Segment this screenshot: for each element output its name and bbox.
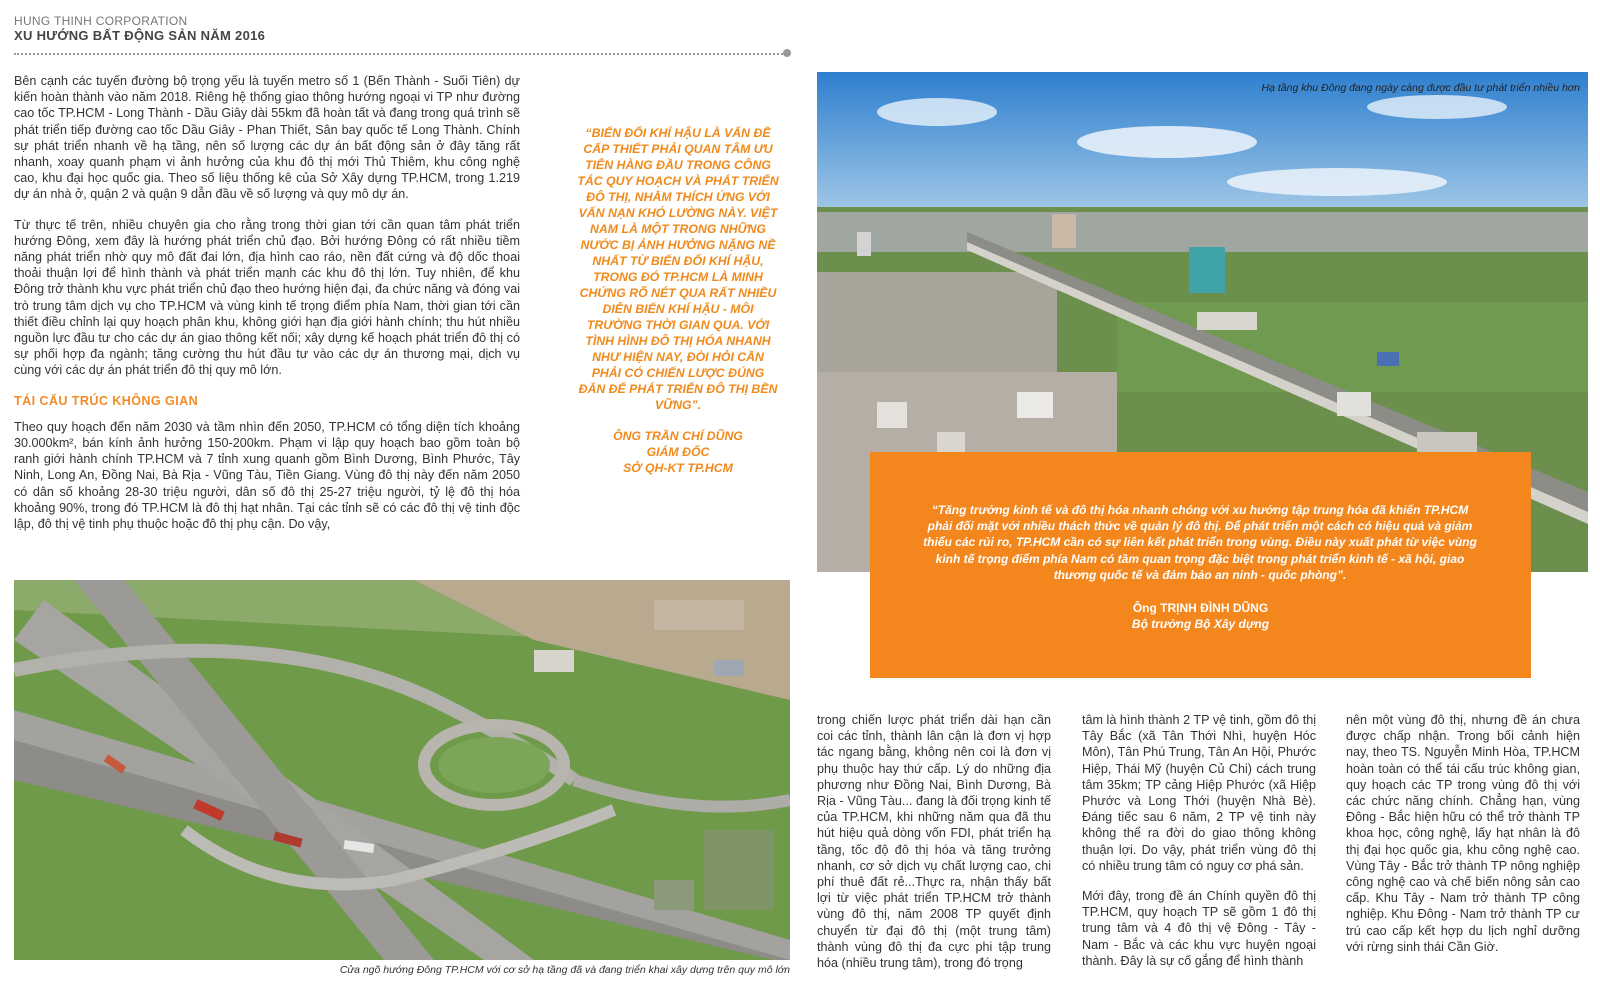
pull-quote-author-title: GIÁM ĐỐC xyxy=(646,445,710,459)
article-paragraph: Bên cạnh các tuyến đường bộ trọng yếu là tuyến metro số 1 (Bến Thành - Suối Tiên) dự kiến hoàn thành vào năm 2018. Riêng hệ thống giao thông hướng ngoại vi TP như đường cao tốc TP.HCM - Long Thành - Dầu Giây dài 55km đã hoàn tất và đang trong quá trình sẽ phát triển tiếp đường cao tốc Dầu Giây - Phan Thiết, Sân bay quốc tế Long Thành. Chính sự phát triển nhanh về hạ tầng, nên số lượng các dự án bất động sản ở đây tăng rất nhanh, xoay quanh phạm vi ảnh hưởng của khu đô thị mới Thủ Thiêm, khu công nghệ cao, khu đại học quốc gia. Theo số liệu thống kê của Sở Xây dựng TP.HCM, trong 1.219 dự án nhà ở, quận 2 và quận 9 dẫn đầu về số lượng và quy mô dự án. xyxy=(14,74,520,202)
pull-quote xyxy=(577,125,779,476)
article-paragraph: Mới đây, trong đề án Chính quyền đô thị TP.HCM, quy hoạch TP sẽ gồm 1 đô thị trung tâm và 4 đô thị vệ Đông - Tây - Nam - Bắc và các khu vực huyện ngoại thành. Đây là sự cố gắng để hình thành xyxy=(1082,889,1316,968)
highlight-quote-author: Ông TRỊNH ĐÌNH DŨNG xyxy=(1132,601,1269,615)
section-heading: TÁI CẤU TRÚC KHÔNG GIAN xyxy=(14,393,199,408)
right-photo-caption: Hạ tầng khu Đông đang ngày càng được đầu tư phát triển nhiều hơn xyxy=(1261,82,1580,94)
article-paragraph: trong chiến lược phát triển dài hạn cần coi các tỉnh, thành lân cận là đơn vị hợp tác ngang bằng, không nên coi là đơn vị phụ thuộc hay thứ cấp. Lý do những địa phương như Đồng Nai, Bình Dương, Bà Rịa - Vũng Tàu... đang là đối trọng kinh tế của TP.HCM, khi những năm qua đã thu hút hiệu quả dòng vốn FDI, phát triển hạ tầng, tốc độ đô thị hóa và tăng trưởng nhanh, cơ sở dịch vụ chất lượng cao, chi phí thuê đất rẻ...Thực ra, nhận thấy bất lợi từ việc phát triển TP.HCM trở thành vùng đô thị, năm 2008 TP quyết định chuyển từ đại đô thị (một trung tâm) thành vùng đô thị đa cực phi tập trung hóa (nhiều trung tâm), trong đó trọng xyxy=(817,713,1051,971)
article-paragraph: tâm là hình thành 2 TP vệ tinh, gồm đô thị Tây Bắc (xã Tân Thới Nhì, huyện Hóc Môn), Tân Phú Trung, Tân An Hội, Phước Hiệp, Thái Mỹ (huyện Củ Chi) cách trung tâm 35km; TP cảng Hiệp Phước (xã Hiệp Phước và Long Thới (huyện Nhà Bè). Đáng tiếc sau 6 năm, 2 TP vệ tinh này không thể ra đời do giao thông không thuận lợi. Do vậy, phát triển vùng đô thị có nhiều trung tâm có nguy cơ phá sản. xyxy=(1082,713,1316,873)
pull-quote-author-office: SỞ QH-KT TP.HCM xyxy=(623,461,733,475)
highlight-quote-box xyxy=(870,452,1531,678)
article-paragraph: Từ thực tế trên, nhiều chuyên gia cho rằng trong thời gian tới cần quan tâm phát triển hướng Đông, xem đây là hướng phát triển chủ đạo. Bởi hướng Đông có rất nhiều tiềm năng phát triển nhờ quy mô đất đai lớn, địa hình cao ráo, nền đất cứng và độ dốc thoai thoải thuận lợi để hình thành và phát triển mạnh các khu đô thị lớn. Tuy nhiên, để khu Đông trở thành khu vực phát triển chủ đạo theo hướng hiện đại, đa chức năng và đóng vai trò trung tâm dịch vụ cho TP.HCM và vùng kinh tế trọng điểm phía Nam, thời gian tới cần thiết điều chỉnh lại quy hoạch phân khu, không giới hạn địa giới hành chính; thu hút nhiều nguồn lực đầu tư cho các dự án giao thông kết nối; xây dựng kế hoạch phát triển đô thị có sự phối hợp đa ngành; tăng cường thu hút đầu tư vào các dự án thương mại, dịch vụ cùng với các dự án phát triển đô thị quy mô lớn. xyxy=(14,217,521,378)
article-paragraph: nên một vùng đô thị, nhưng đề án chưa được chấp nhận. Trong bối cảnh hiện nay, theo TS. Nguyễn Minh Hòa, TP.HCM hoàn toàn có thể tái cấu trúc không gian, quy hoạch các TP trong vùng đô thị với các chức năng chính. Chẳng hạn, vùng Đông - Bắc hiện hữu có thể trở thành TP khoa học, công nghệ, lấy hạt nhân là đô thị đại học quốc gia, khu công nghệ cao. Vùng Tây - Bắc trở thành TP nông nghiệp công nghệ cao và chế biến nông sản cao cấp. Khu Tây - Nam trở thành TP công nghiệp. Khu Đông - Nam trở thành TP cư trú cao cấp kết hợp du lịch nghỉ dưỡng với rừng sinh thái Cần Giờ. xyxy=(1346,713,1580,954)
left-article-column xyxy=(14,73,520,546)
corporation-name: HUNG THINH CORPORATION xyxy=(14,14,188,28)
left-photo-caption: Cửa ngõ hướng Đông TP.HCM với cơ sở hạ tầng đã và đang triển khai xây dựng trên quy mô lớn xyxy=(339,964,790,976)
page-title: XU HƯỚNG BẤT ĐỘNG SẢN NĂM 2016 xyxy=(14,28,266,43)
highlight-quote-text: “Tăng trưởng kinh tế và đô thị hóa nhanh chóng với xu hướng tập trung hóa đã khiến TP.HCM phải đối mặt với nhiều thách thức về quản lý đô thị. Để phát triển một cách có hiệu quả và giảm thiểu các rủi ro, TP.HCM cần có sự liên kết phát triển trong vùng. Điều này xuất phát từ việc vùng kinh tế trọng điểm phía Nam có tầm quan trọng đặc biệt trong phát triển kinh tế - xã hội, giao thương quốc tế và đảm bảo an ninh - quốc phòng”. xyxy=(923,503,1477,582)
highlight-quote-author-title: Bộ trưởng Bộ Xây dựng xyxy=(1131,617,1270,631)
article-column-3 xyxy=(1346,712,1580,969)
pull-quote-text: “BIẾN ĐỔI KHÍ HẬU LÀ VẤN ĐỀ CẤP THIẾT PHẢI QUAN TÂM ƯU TIÊN HÀNG ĐẦU TRONG CÔNG TÁC QUY HOẠCH VÀ PHÁT TRIỂN ĐÔ THỊ, NHẰM THÍCH ỨNG VỚI VẤN NẠN KHÓ LƯỜNG NÀY. VIỆT NAM LÀ MỘT TRONG NHỮNG NƯỚC BỊ ẢNH HƯỞNG NẶNG NỀ NHẤT TỪ BIẾN ĐỔI KHÍ HẬU, TRONG ĐÓ TP.HCM LÀ MINH CHỨNG RÕ NÉT QUA RẤT NHIỀU DIỄN BIẾN KHÍ HẬU - MÔI TRƯỜNG THỜI GIAN QUA. VỚI TÌNH HÌNH ĐÔ THỊ HÓA NHANH NHƯ HIỆN NAY, ĐÒI HỎI CẦN PHẢI CÓ CHIẾN LƯỢC ĐÚNG ĐẮN ĐỂ PHÁT TRIỂN ĐÔ THỊ BỀN VỮNG”. xyxy=(577,126,779,412)
interchange-photo xyxy=(14,580,790,960)
article-column-1 xyxy=(817,712,1051,985)
article-paragraph: Theo quy hoạch đến năm 2030 và tầm nhìn đến 2050, TP.HCM có tổng diện tích khoảng 30.000km², bán kính ảnh hưởng 150-200km. Phạm vi lập quy hoạch bao gồm toàn bộ ranh giới hành chính TP.HCM và 7 tỉnh xung quanh gồm Bình Dương, Bình Phước, Tây Ninh, Long An, Đồng Nai, Bà Rịa - Vũng Tàu, Tiền Giang. Vùng đô thị này đến năm 2050 có dân số khoảng 28-30 triệu người, dân số đô thị 25-27 triệu người, tỷ lệ đô thị hóa khoảng 90%, trong đó TP.HCM là đô thị hạt nhân. Tại các tỉnh sẽ có các đô thị vệ tinh độc lập, đô thị vệ tinh phụ thuộc hoặc đô thị phụ cận. Do vậy, xyxy=(14,419,520,532)
pull-quote-author: ÔNG TRẦN CHÍ DŨNG xyxy=(613,429,743,443)
divider-end-dot xyxy=(783,49,791,57)
header-dotted-divider xyxy=(14,53,790,55)
article-column-2 xyxy=(1082,712,1316,983)
